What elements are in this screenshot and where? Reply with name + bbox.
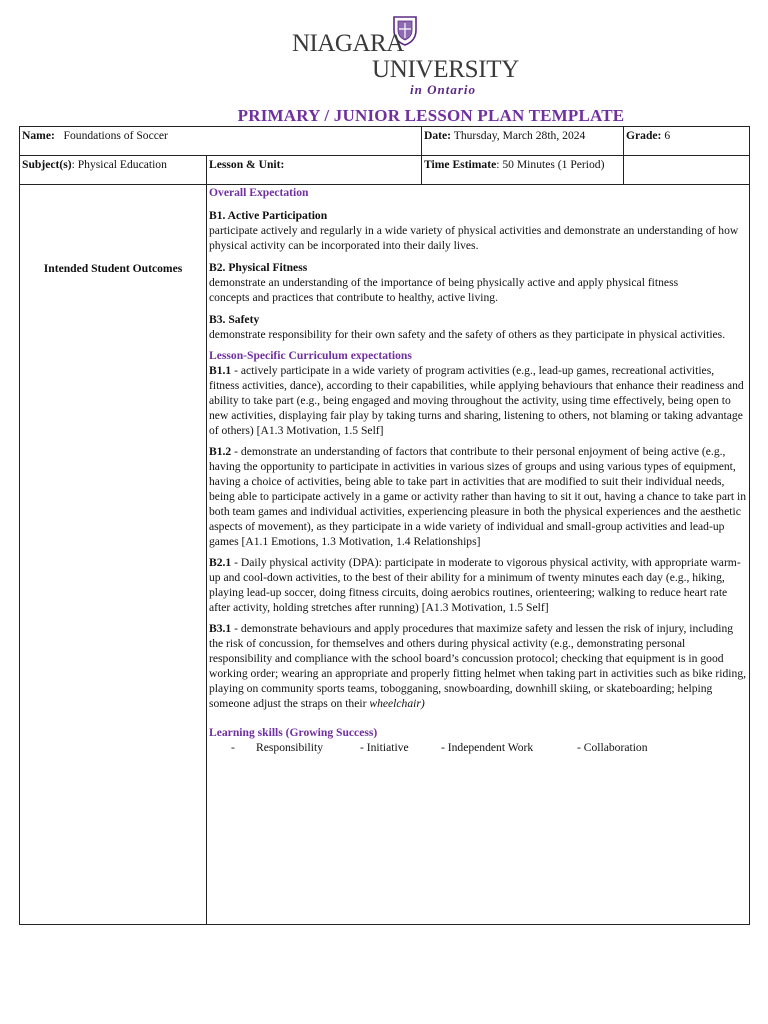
overall-b1-text: participate actively and regularly in a wide variety of physical activities and demonstrate an understanding of how physical activity can be incorporated into their daily lives. [209,224,739,252]
logo-line-ontario: in Ontario [410,82,476,97]
overall-b2-text: demonstrate an understanding of the importance of being physically active and apply physical fitness concepts and practices that contribute to healthy, active living. [209,276,679,304]
time-label: Time Estimate [424,158,497,171]
overall-b1-title: B1. Active Participation [209,209,328,222]
name-label: Name: [22,129,55,142]
specific-b3-1-code: B3.1 [209,622,232,635]
specific-b1-2-text: - demonstrate an understanding of factors that contribute to their personal enjoyment of being active (e.g., having the opportunity to participate in activities in various sizes of groups and using various types of equipment, having a choice of activities, being able to take part in activities that are modified to suit their individual needs, being able to participate actively in a game or activity rather than having to sit it out, having a chance to take part in both team games and individual activities, experiencing pleasure in both the physical experiences and the aesthetic aspects of movement), as they participate in a wide variety of individual and small-group activities and lead-up games [A1.1 Emotions, 1.3 Motivation, 1.4 Relationships] [209,445,746,548]
subject-label: Subject(s) [22,158,72,171]
logo-line-university: UNIVERSITY [372,56,519,83]
specific-heading: Lesson-Specific Curriculum expectations [209,349,412,362]
grade-cell [624,127,750,156]
skill-independent-work: - Independent Work [441,741,534,754]
subject-value: : Physical Education [71,158,167,171]
document-title: PRIMARY / JUNIOR LESSON PLAN TEMPLATE [237,106,625,125]
outcomes-content-cell [207,185,750,925]
outcomes-label-cell [20,185,207,925]
empty-cell [624,156,750,185]
date-cell [422,127,624,156]
specific-b1-2-code: B1.2 [209,445,232,458]
specific-b1-1-code: B1.1 [209,364,232,377]
specific-b3-1-italic: wheelchair) [369,697,425,710]
skill-collaboration: - Collaboration [577,741,648,754]
skill-responsibility: Responsibility [256,741,323,754]
specific-b2-1 [209,555,747,615]
specific-b3-1-text: - demonstrate behaviours and apply procedures that maximize safety and lessen the risk of injury, including the risk of concussion, for themselves and others during physical activity (e.g., demonstrating personal responsibility and compliance with the school board’s concussion protocol; checking that equipment is in good working order; wearing an appropriate and properly fitting helmet when taking part in activities such as bike riding, playing on community sports teams, tobogganing, snowboarding, downhill skiing, or skateboarding; helping someone adjust the straps on their [209,622,747,710]
specific-b2-1-text: - Daily physical activity (DPA): participate in moderate to vigorous physical activity, with appropriate warm-up and cool-down activities, to the best of their ability for a minimum of twenty minutes each day (e.g., hiking, playing lead-up soccer, doing fitness circuits, doing aerobics routines, orienteering; walking to reduce heart rate after activity, holding stretches after running) [A1.3 Motivation, 1.5 Self] [209,556,741,614]
outcomes-label: Intended Student Outcomes [43,262,183,275]
overall-b3-text: demonstrate responsibility for their own safety and the safety of others as they participate in physical activities. [209,328,726,341]
time-value: : 50 Minutes (1 Period) [496,158,605,171]
logo-line-niagara: NIAGARA [292,30,404,57]
name-cell [20,127,422,156]
specific-b3-1 [209,621,747,711]
subject-cell [20,156,207,185]
specific-b1-1 [209,363,747,438]
overall-b3-title: B3. Safety [209,313,260,326]
specific-b1-1-text: - actively participate in a wide variety of program activities (e.g., lead-up games, recreational activities, fitness activities, dance), according to their capabilities, while applying behaviours that enhance their readiness and ability to take part (e.g., being engaged and moving throughout the activity, using time effectively, being open to new activities, displaying fair play by taking turns and sharing, listening to others, not blaming or taking advantage of others) [A1.3 Motivation, 1.5 Self] [209,364,744,437]
date-value: Thursday, March 28th, 2024 [453,129,586,142]
grade-label: Grade: [626,129,662,142]
name-value: Foundations of Soccer [63,129,168,142]
date-label: Date: [424,129,452,142]
lesson-label: Lesson & Unit: [209,158,285,171]
university-logo [292,12,519,97]
overall-b2-title: B2. Physical Fitness [209,261,308,274]
skill-initiative: - Initiative [360,741,409,754]
grade-value: 6 [664,129,671,142]
overall-heading: Overall Expectation [209,186,309,199]
time-cell [422,156,624,185]
skills-heading: Learning skills (Growing Success) [209,726,378,739]
skills-bullet: - [231,741,235,754]
lesson-cell [207,156,422,185]
skills-list [209,740,747,755]
lesson-plan-table [19,126,750,925]
specific-b1-2 [209,444,747,549]
specific-b2-1-code: B2.1 [209,556,232,569]
